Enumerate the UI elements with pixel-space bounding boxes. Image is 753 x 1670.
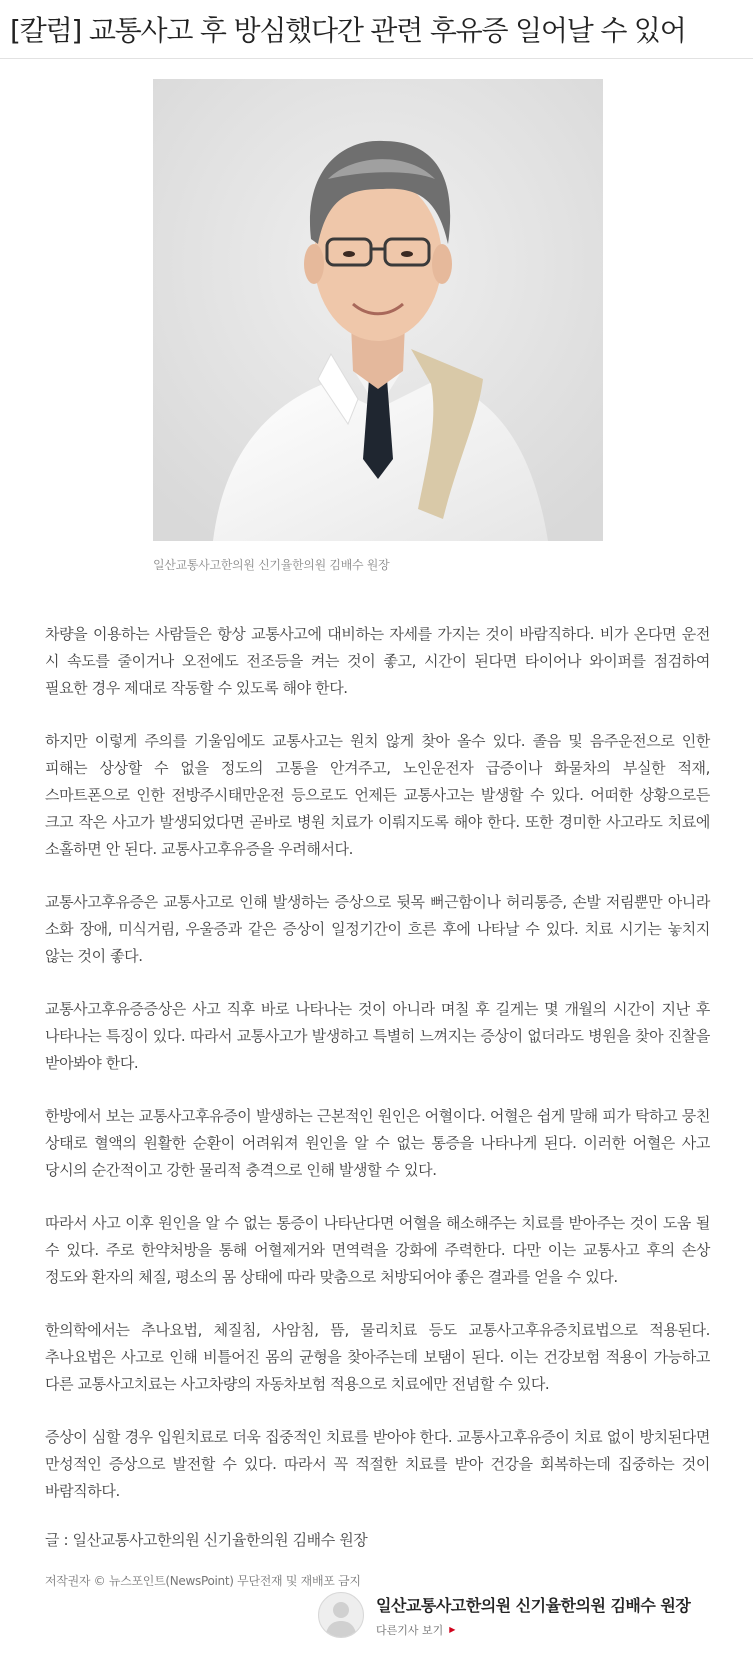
article-paragraph: 교통사고후유증증상은 사고 직후 바로 나타나는 것이 아니라 며칠 후 길게는 몇 개월의 시간이 지난 후 나타나는 특징이 있다. 따라서 교통사고가 발생하고 특별히 느껴지는 증상이 없더라도 병원을 찾아 진찰을 받아봐야 한다. — [45, 1000, 710, 1072]
article-paragraph: 한의학에서는 추나요법, 체질침, 사암침, 뜸, 물리치료 등도 교통사고후유증치료법으로 적용된다. 추나요법은 사고로 인해 비틀어진 몸의 균형을 찾아주는데 보탬이 된다. 이는 건강보험 적용이 가능하고 다른 교통사고치료는 사고차량의 자동차보험 적용으로 치료에만 전념할 수 있다. — [45, 1321, 710, 1393]
author-box — [318, 1592, 690, 1638]
article-body — [45, 621, 710, 1589]
article-title: [칼럼] 교통사고 후 방심했다간 관련 후유증 일어날 수 있어 — [10, 14, 686, 47]
article-paragraph: 따라서 사고 이후 원인을 알 수 없는 통증이 나타난다면 어혈을 해소해주는 치료를 받아주는 것이 도움 될 수 있다. 주로 한약처방을 통해 어혈제거와 면역력을 강화에 주력한다. 다만 이는 교통사고 후의 손상 정도와 환자의 체질, 평소의 몸 상태에 따라 맞춤으로 처방되어야 좋은 결과를 얻을 수 있다. — [45, 1214, 710, 1286]
author-name: 일산교통사고한의원 신기율한의원 김배수 원장 — [376, 1595, 691, 1615]
article-paragraph: 교통사고후유증은 교통사고로 인해 발생하는 증상으로 뒷목 뻐근함이나 허리통증, 손발 저림뿐만 아니라 소화 장애, 미식거림, 우울증과 같은 증상이 일정기간이 흐른 후에 나타날 수 있다. 치료 시기는 놓치지 않는 것이 좋다. — [45, 893, 710, 965]
article-paragraph: 한방에서 보는 교통사고후유증이 발생하는 근본적인 원인은 어혈이다. 어혈은 쉽게 말해 피가 탁하고 뭉친 상태로 혈액의 원활한 순환이 어려워져 원인을 알 수 없는 통증을 나타나게 된다. 이러한 어혈은 사고 당시의 순간적이고 강한 물리적 충격으로 인해 발생할 수 있다. — [45, 1107, 710, 1179]
article-header — [0, 0, 753, 59]
more-articles-link[interactable] — [376, 1622, 690, 1638]
author-photo — [153, 79, 603, 541]
article-byline: 글 : 일산교통사고한의원 신기율한의원 김배수 원장 — [45, 1531, 368, 1549]
more-articles-label: 다른기사 보기 — [376, 1623, 444, 1637]
user-icon — [319, 1593, 363, 1637]
author-avatar — [318, 1592, 364, 1638]
article-paragraph: 하지만 이렇게 주의를 기울임에도 교통사고는 원치 않게 찾아 올수 있다. 졸음 및 음주운전으로 인한 피해는 상상할 수 없을 정도의 고통을 안겨주고, 노인운전자 급증이나 화물차의 부실한 적재, 스마트폰으로 인한 전방주시태만운전 등으로도 언제든 교통사고는 발생할 수 있다. 어떠한 상황으로든 크고 작은 사고가 발생되었다면 곧바로 병원 치료가 이뤄지도록 해야 한다. 또한 경미한 사고라도 치료에 소홀하면 안 된다. 교통사고후유증을 우려해서다. — [45, 732, 710, 858]
copyright-notice: 저작권자 © 뉴스포인트(NewsPoint) 무단전재 및 재배포 금지 — [45, 1574, 361, 1588]
photo-caption: 일산교통사고한의원 신기율한의원 김배수 원장 — [153, 558, 390, 572]
author-info — [376, 1593, 690, 1638]
article-paragraph: 증상이 심할 경우 입원치료로 더욱 집중적인 치료를 받아야 한다. 교통사고후유증이 치료 없이 방치된다면 만성적인 증상으로 발전할 수 있다. 따라서 꼭 적절한 치료를 받아 건강을 회복하는데 집중하는 것이 바람직하다. — [45, 1428, 710, 1500]
author-portrait-image — [153, 79, 603, 541]
caret-right-icon: ▶ — [449, 1625, 456, 1634]
article-paragraph: 차량을 이용하는 사람들은 항상 교통사고에 대비하는 자세를 가지는 것이 바람직하다. 비가 온다면 운전 시 속도를 줄이거나 오전에도 전조등을 켜는 것이 좋고, 시간이 된다면 타이어나 와이퍼를 점검하여 필요한 경우 제대로 작동할 수 있도록 해야 한다. — [45, 625, 710, 697]
